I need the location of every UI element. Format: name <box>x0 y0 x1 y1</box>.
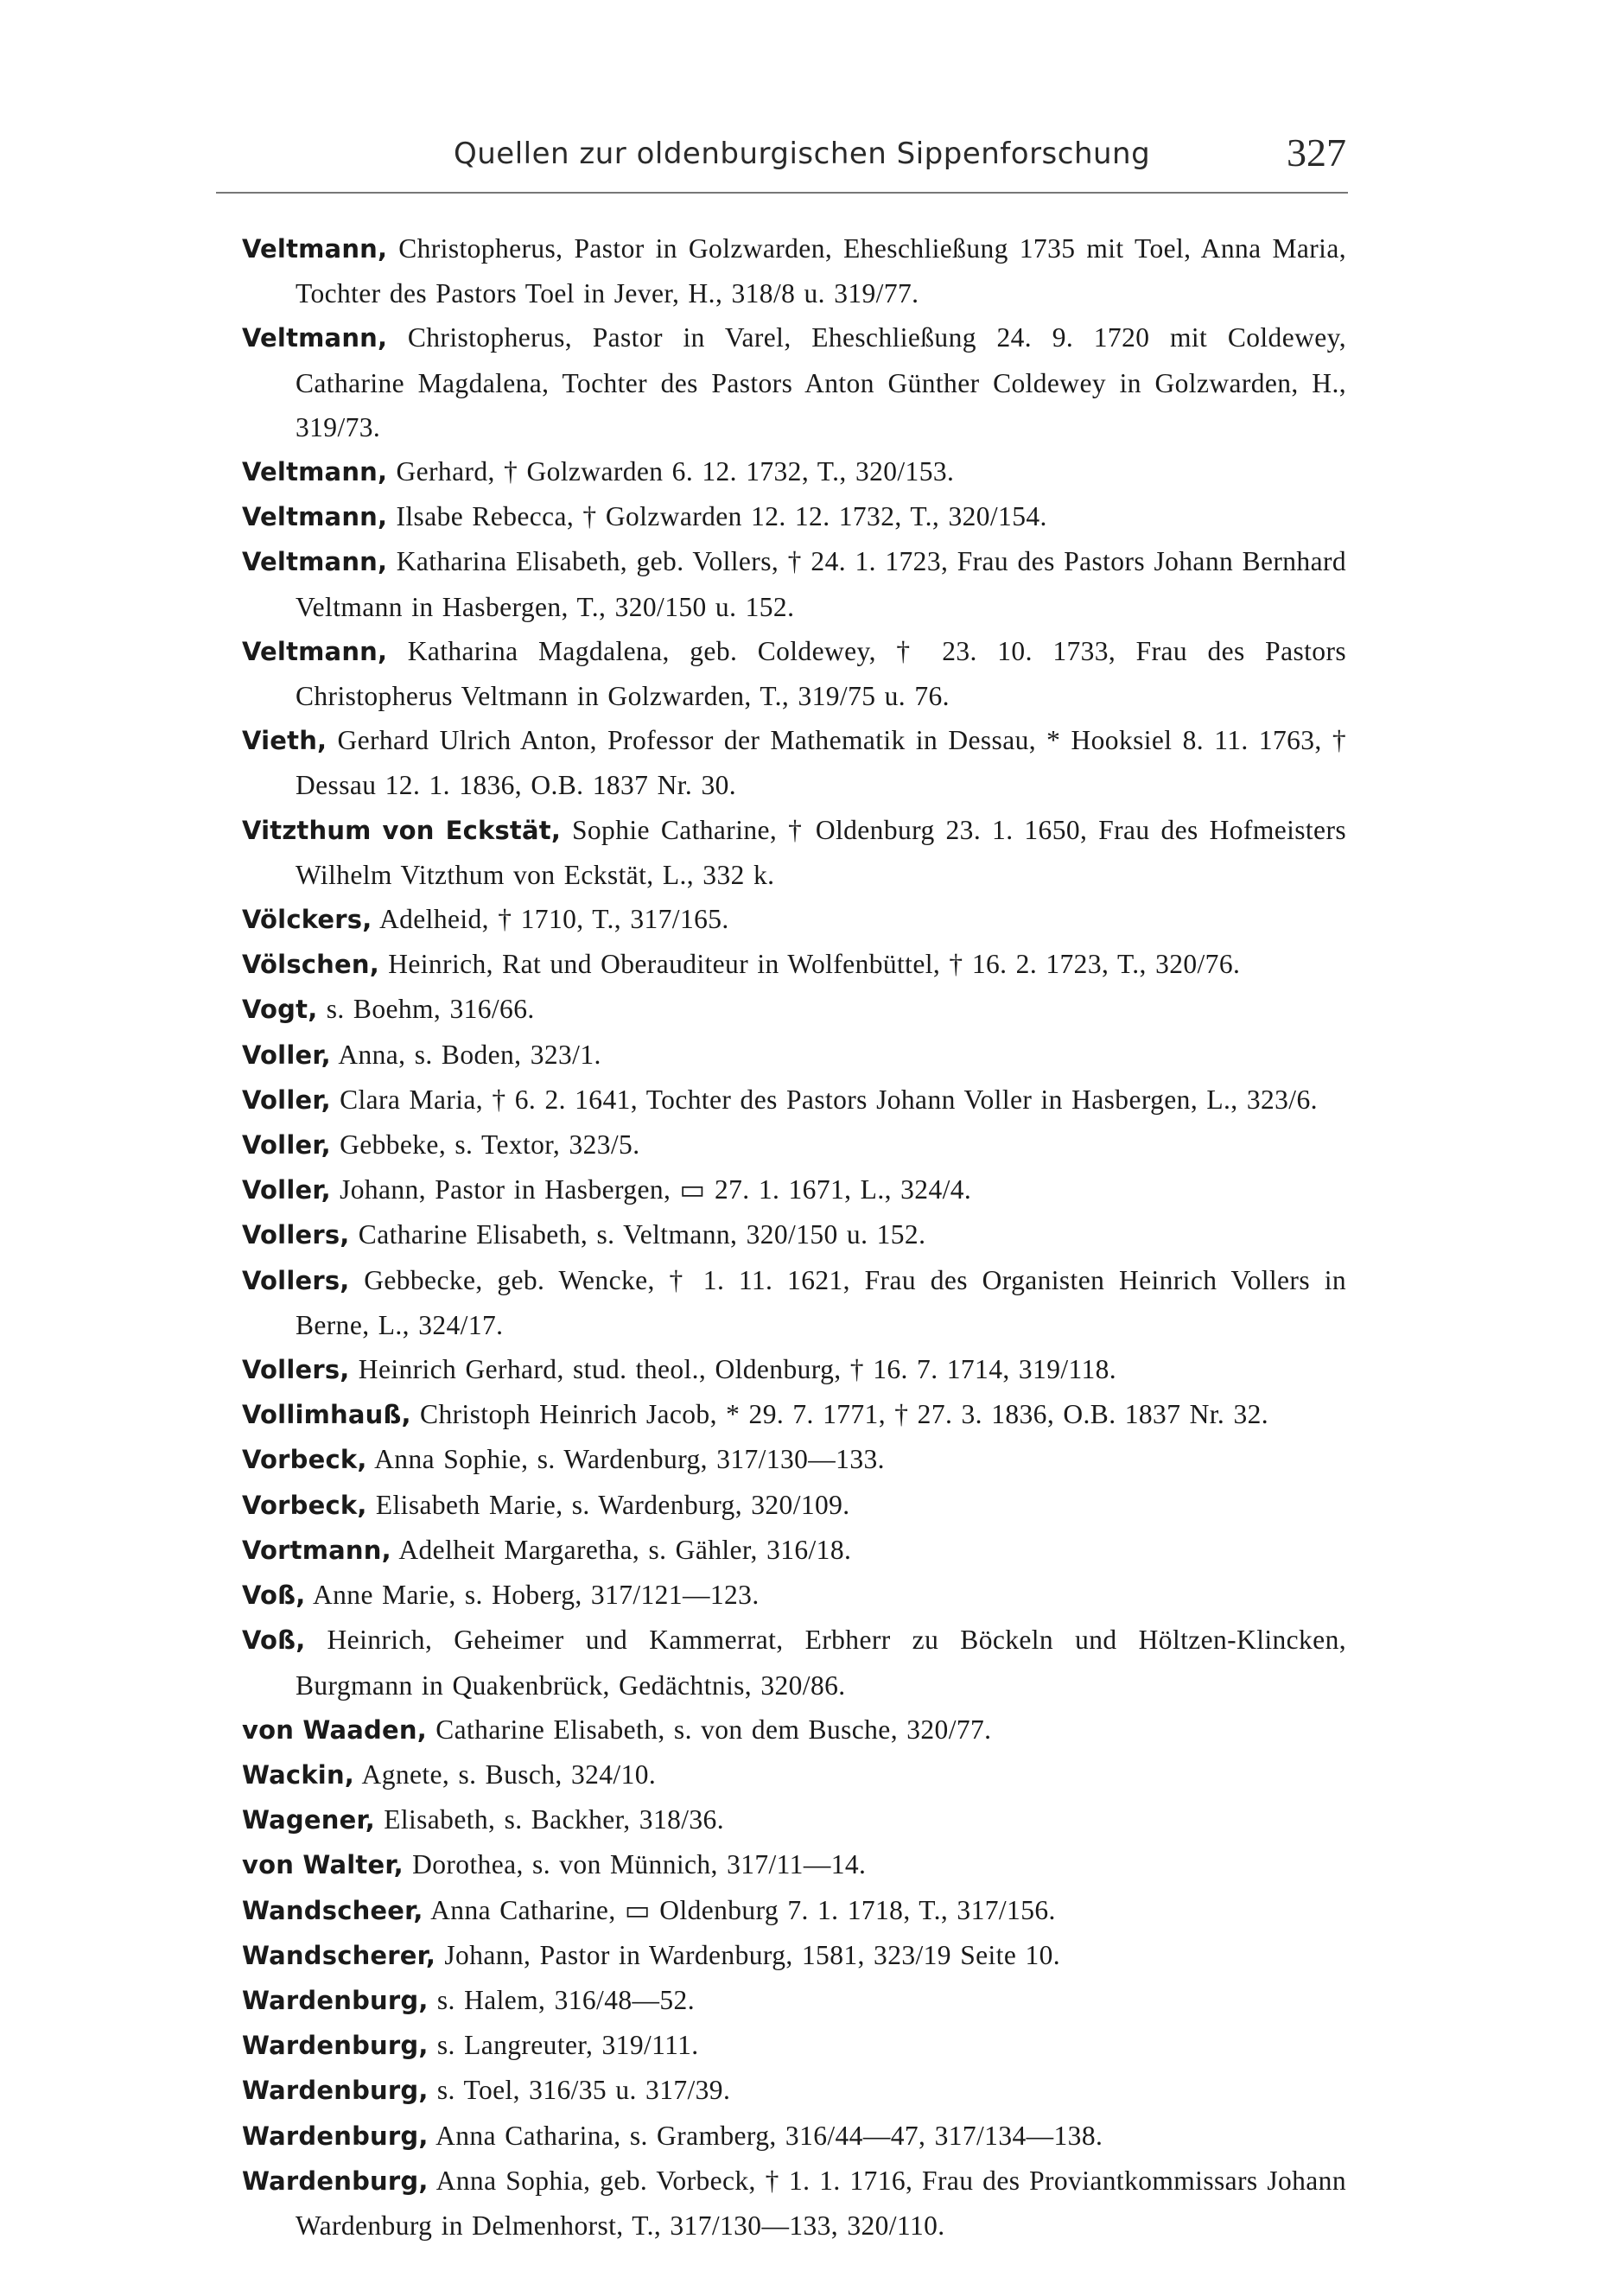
entry-surname: Wardenburg, <box>242 2076 429 2106</box>
entry-text: Johann, Pastor in Hasbergen, ▭ 27. 1. 1671, L., 324/4. <box>330 1174 972 1205</box>
register-entry <box>242 1573 1346 1618</box>
register-entry <box>242 1258 1346 1347</box>
entry-surname: Vortmann, <box>242 1535 391 1565</box>
entry-surname: Wandscherer, <box>242 1940 436 1970</box>
register-entry <box>242 1528 1346 1573</box>
register-entry <box>242 718 1346 807</box>
entry-surname: Wardenburg, <box>242 2121 429 2151</box>
running-title: Quellen zur oldenburgischen Sippenforschung <box>454 137 1151 171</box>
entry-surname: von Walter, <box>242 1850 404 1880</box>
entry-text: s. Toel, 316/35 u. 317/39. <box>428 2075 731 2106</box>
entry-text: Katharina Elisabeth, geb. Vollers, † 24. 1. 1723, Frau des Pastors Johann Bernhard Veltmann in Hasbergen, T., 320/150 u. 152. <box>296 546 1346 622</box>
entry-surname: Voß, <box>242 1625 306 1656</box>
register-entry <box>242 1708 1346 1752</box>
register-entry <box>242 942 1346 987</box>
entry-surname: Vorbeck, <box>242 1490 367 1520</box>
entry-text: Christopherus, Pastor in Golzwarden, Eheschließung 1735 mit Toel, Anna Maria, Tochter des Pastors Toel in Jever, H., 318/8 u. 319/77. <box>296 233 1346 309</box>
entry-text: Christopherus, Pastor in Varel, Eheschließung 24. 9. 1720 mit Coldewey, Catharine Magdalena, Tochter des Pastors Anton Günther Coldewey in Golzwarden, H., 319/73. <box>296 322 1346 442</box>
entry-text: Heinrich, Geheimer und Kammerrat, Erbherr zu Böckeln und Höltzen-Klincken, Burgmann in Quakenbrück, Gedächtnis, 320/86. <box>296 1625 1346 1701</box>
register-entry <box>242 449 1346 494</box>
entry-surname: Voller, <box>242 1175 331 1205</box>
register-entry <box>242 1437 1346 1482</box>
register-entry <box>242 1078 1346 1123</box>
entry-surname: Vollers, <box>242 1220 350 1250</box>
entry-surname: Vieth, <box>242 726 327 756</box>
entry-surname: Vollers, <box>242 1355 350 1385</box>
entry-text: Clara Maria, † 6. 2. 1641, Tochter des Pastors Johann Voller in Hasbergen, L., 323/6. <box>330 1084 1318 1115</box>
page-number: 327 <box>1287 130 1346 175</box>
register-entry <box>242 2159 1346 2248</box>
entry-surname: Veltmann, <box>242 502 388 532</box>
entry-text: s. Halem, 316/48—52. <box>428 1984 695 2015</box>
entry-text: Agnete, s. Busch, 324/10. <box>354 1759 657 1790</box>
register-entry <box>242 1618 1346 1707</box>
register-entry <box>242 226 1346 315</box>
register-entry <box>242 1212 1346 1257</box>
entry-surname: Vorbeck, <box>242 1445 367 1475</box>
entry-surname: Vitzthum von Eckstät, <box>242 815 562 845</box>
entry-text: s. Boehm, 316/66. <box>317 994 535 1025</box>
entry-text: Anna Catharine, ▭ Oldenburg 7. 1. 1718, T., 317/156. <box>423 1894 1056 1925</box>
register-entry <box>242 1752 1346 1797</box>
entry-surname: Wackin, <box>242 1759 355 1790</box>
entry-text: Anne Marie, s. Hoberg, 317/121—123. <box>305 1580 760 1611</box>
entry-surname: Wardenburg, <box>242 1985 429 2015</box>
entry-text: Gebbeke, s. Textor, 323/5. <box>330 1129 640 1161</box>
entry-text: Heinrich, Rat und Oberauditeur in Wolfenbüttel, † 16. 2. 1723, T., 320/76. <box>378 949 1241 980</box>
register-entry <box>242 1167 1346 1212</box>
register-entry <box>242 1978 1346 2023</box>
header-rule <box>216 192 1348 194</box>
entry-surname: Wardenburg, <box>242 2031 429 2061</box>
register-entry <box>242 897 1346 942</box>
register-entry <box>242 1842 1346 1887</box>
entry-surname: Voller, <box>242 1084 331 1115</box>
entry-text: Catharine Elisabeth, s. von dem Busche, 320/77. <box>426 1714 992 1745</box>
register-entry <box>242 808 1346 897</box>
register-entry <box>242 987 1346 1032</box>
entry-text: Ilsabe Rebecca, † Golzwarden 12. 12. 1732, T., 320/154. <box>387 501 1047 532</box>
register-entry <box>242 1392 1346 1437</box>
entry-surname: Voß, <box>242 1580 306 1611</box>
entry-text: Gebbecke, geb. Wencke, † 1. 11. 1621, Frau des Organisten Heinrich Vollers in Berne, L., 324/17. <box>296 1264 1346 1340</box>
entry-text: Elisabeth, s. Backher, 318/36. <box>374 1804 724 1835</box>
register-entry <box>242 629 1346 718</box>
entry-surname: Veltmann, <box>242 636 388 666</box>
register-entry <box>242 315 1346 449</box>
entry-text: Anna Sophie, s. Wardenburg, 317/130—133. <box>366 1444 885 1475</box>
entry-surname: Wardenburg, <box>242 2166 429 2196</box>
entry-text: Christoph Heinrich Jacob, * 29. 7. 1771, † 27. 3. 1836, O.B. 1837 Nr. 32. <box>410 1399 1269 1430</box>
entry-text: Katharina Magdalena, geb. Coldewey, † 23. 10. 1733, Frau des Pastors Christopherus Veltmann in Golzwarden, T., 319/75 u. 76. <box>296 635 1346 712</box>
entry-surname: Völckers, <box>242 905 372 935</box>
entry-surname: von Waaden, <box>242 1714 427 1745</box>
entry-text: Adelheid, † 1710, T., 317/165. <box>372 904 729 935</box>
entry-surname: Veltmann, <box>242 547 388 577</box>
entry-text: Elisabeth Marie, s. Wardenburg, 320/109. <box>366 1489 850 1520</box>
page-header <box>242 130 1346 181</box>
entry-text: Anna Sophia, geb. Vorbeck, † 1. 1. 1716, Frau des Proviantkommissars Johann Wardenburg in Delmenhorst, T., 317/130—133, 320/110. <box>296 2165 1346 2241</box>
entry-text: Adelheit Margaretha, s. Gähler, 316/18. <box>391 1534 852 1565</box>
register-entry <box>242 1933 1346 1978</box>
entry-surname: Voller, <box>242 1040 331 1070</box>
register-entry <box>242 2023 1346 2068</box>
register-entry <box>242 1483 1346 1528</box>
register-entry <box>242 539 1346 628</box>
entry-surname: Vollers, <box>242 1265 350 1295</box>
entry-surname: Voller, <box>242 1130 331 1161</box>
entry-text: Anna, s. Boden, 323/1. <box>330 1039 601 1070</box>
register-entry <box>242 494 1346 539</box>
register-list <box>242 226 1346 2248</box>
entry-surname: Vogt, <box>242 995 318 1025</box>
entry-text: s. Langreuter, 319/111. <box>428 2030 699 2061</box>
entry-surname: Veltmann, <box>242 457 388 487</box>
entry-text: Catharine Elisabeth, s. Veltmann, 320/150 u. 152. <box>349 1219 926 1250</box>
entry-surname: Veltmann, <box>242 234 388 264</box>
entry-surname: Vollimhauß, <box>242 1400 411 1430</box>
entry-surname: Völschen, <box>242 950 379 980</box>
entry-text: Dorothea, s. von Münnich, 317/11—14. <box>403 1849 867 1880</box>
register-entry <box>242 1888 1346 1933</box>
entry-surname: Veltmann, <box>242 323 388 353</box>
register-entry <box>242 1797 1346 1842</box>
entry-text: Sophie Catharine, † Oldenburg 23. 1. 1650, Frau des Hofmeisters Wilhelm Vitzthum von Eckstät, L., 332 k. <box>296 814 1346 890</box>
register-entry <box>242 2114 1346 2159</box>
register-entry <box>242 1033 1346 1078</box>
entry-text: Gerhard, † Golzwarden 6. 12. 1732, T., 320/153. <box>387 456 955 487</box>
register-entry <box>242 1347 1346 1392</box>
entry-text: Anna Catharina, s. Gramberg, 316/44—47, 317/134—138. <box>428 2120 1103 2151</box>
entry-surname: Wagener, <box>242 1805 375 1835</box>
register-entry <box>242 2068 1346 2113</box>
entry-text: Gerhard Ulrich Anton, Professor der Mathematik in Dessau, * Hooksiel 8. 11. 1763, † Dessau 12. 1. 1836, O.B. 1837 Nr. 30. <box>296 725 1346 801</box>
entry-text: Johann, Pastor in Wardenburg, 1581, 323/19 Seite 10. <box>435 1939 1061 1970</box>
register-entry <box>242 1123 1346 1167</box>
entry-surname: Wandscheer, <box>242 1895 423 1925</box>
entry-text: Heinrich Gerhard, stud. theol., Oldenburg, † 16. 7. 1714, 319/118. <box>349 1354 1117 1385</box>
